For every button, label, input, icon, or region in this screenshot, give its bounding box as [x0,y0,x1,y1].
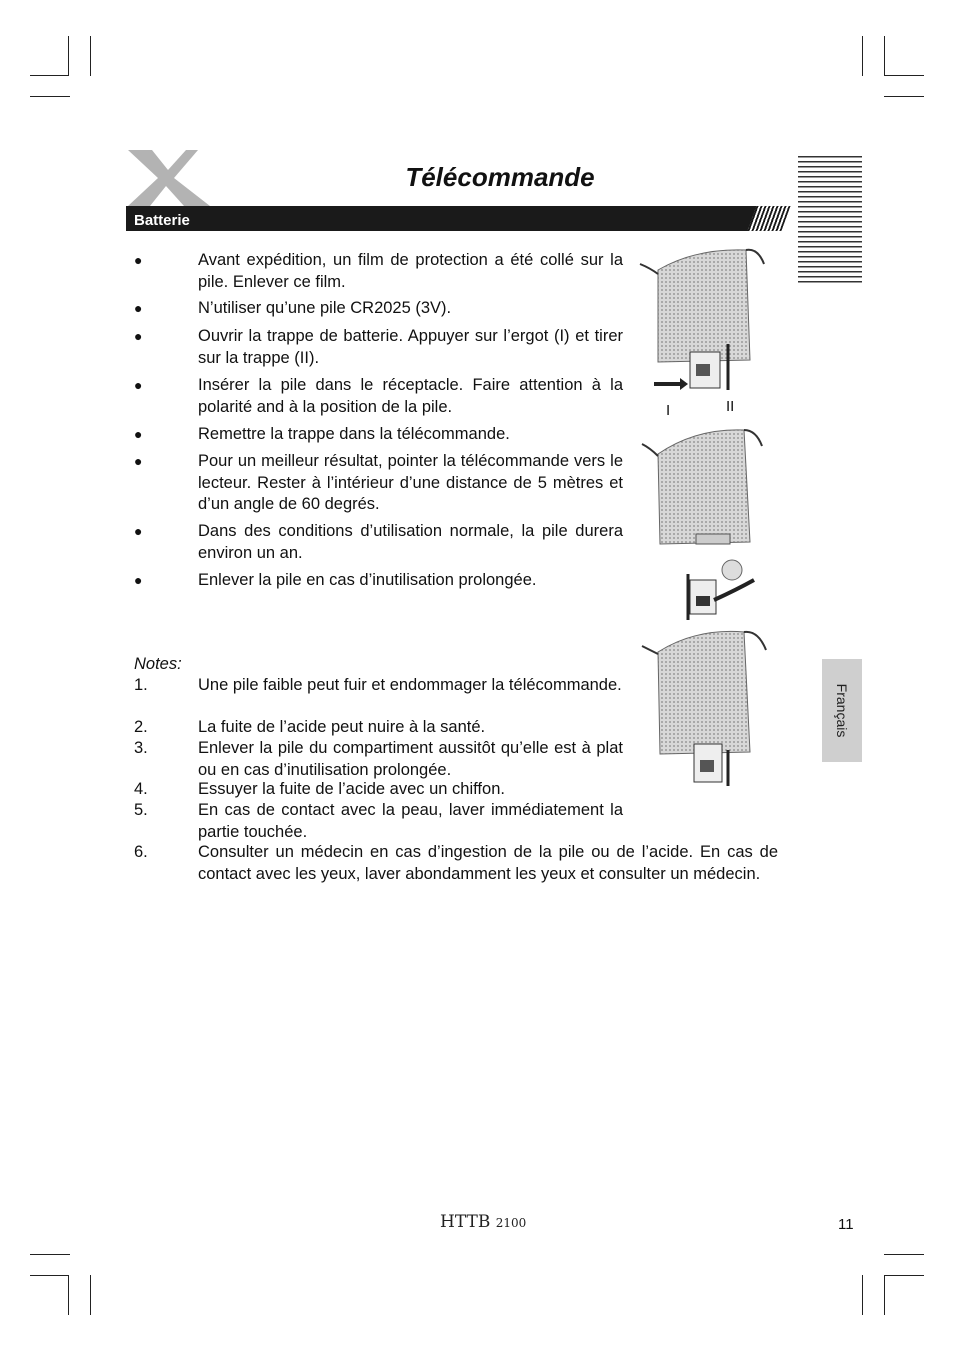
battery-insert-illustration [684,556,764,622]
notes-label: Notes: [134,655,182,673]
crop-mark [68,36,69,76]
remote-battery-removal-illustration [636,624,776,788]
language-label: Français [834,683,850,738]
figure-label-2: II [726,398,735,415]
brand-logo-icon [124,148,214,208]
note-text: La fuite de l’acide peut nuire à la santé. [198,718,486,736]
bullet-icon: ● [134,300,143,316]
note-text: En cas de contact avec la peau, laver immédiatement la partie touchée. [198,801,623,841]
note-text: Enlever la pile du compartiment aussitôt qu’elle est à plat ou en cas d’inutilisation prolongée. [198,739,623,779]
bullet-icon: ● [134,453,143,469]
bullet-icon: ● [134,252,143,268]
model-number: 2100 [495,1216,527,1230]
footer-model [440,1212,526,1232]
bullet-icon: ● [134,572,143,588]
section-header-bar [126,206,766,231]
crop-mark [30,96,70,97]
note-number: 2. [134,718,148,736]
bullet-icon: ● [134,328,143,344]
crop-mark [884,1254,924,1255]
bullet-text: Avant expédition, un film de protection a été collé sur la pile. Enlever ce film. [198,251,623,291]
crop-mark [30,75,68,76]
note-number: 3. [134,739,148,757]
section-bar-hatch [747,206,790,231]
model-name: HTTB [440,1212,491,1232]
page-number: 11 [838,1216,854,1233]
bullet-text: Ouvrir la trappe de batterie. Appuyer sur l’ergot (I) et tirer sur la trappe (II). [198,327,623,367]
crop-mark [30,1254,70,1255]
bullet-text: Insérer la pile dans le réceptacle. Faire attention à la polarité and à la position de la pile. [198,376,623,416]
crop-mark [30,1275,68,1276]
bullet-icon: ● [134,377,143,393]
language-tab [822,659,862,762]
crop-mark [90,36,91,76]
note-number: 1. [134,676,148,694]
crop-mark [862,36,863,76]
crop-mark [884,96,924,97]
page-title: Télécommande [405,162,595,192]
note-number: 6. [134,843,148,861]
note-number: 5. [134,801,148,819]
crop-mark [68,1275,69,1315]
decorative-stripes [798,156,862,286]
bullet-icon: ● [134,426,143,442]
bullet-text: Pour un meilleur résultat, pointer la télécommande vers le lecteur. Rester à l’intérieur d’une distance de 5 mètres et d’un angle de 60 degrés. [198,452,623,513]
note-text: Essuyer la fuite de l’acide avec un chiffon. [198,780,505,798]
bullet-icon: ● [134,523,143,539]
remote-back-closed-illustration [636,424,776,554]
crop-mark [884,1275,885,1315]
bullet-text: Enlever la pile en cas d’inutilisation prolongée. [198,571,537,589]
section-title: Batterie [134,212,190,229]
crop-mark [90,1275,91,1315]
crop-mark [884,75,924,76]
bullet-text: N’utiliser qu’une pile CR2025 (3V). [198,299,452,317]
crop-mark [884,36,885,76]
remote-battery-open-illustration [636,240,776,400]
bullet-text: Dans des conditions d’utilisation normale, la pile durera environ un an. [198,522,623,562]
crop-mark [884,1275,924,1276]
note-text: Une pile faible peut fuir et endommager la télécommande. [198,676,622,694]
bullet-text: Remettre la trappe dans la télécommande. [198,425,510,443]
figure-label-1: I [666,402,671,419]
note-number: 4. [134,780,148,798]
note-text: Consulter un médecin en cas d’ingestion de la pile ou de l’acide. En cas de contact avec les yeux, laver abondamment les yeux et consulter un médecin. [198,843,778,883]
crop-mark [862,1275,863,1315]
